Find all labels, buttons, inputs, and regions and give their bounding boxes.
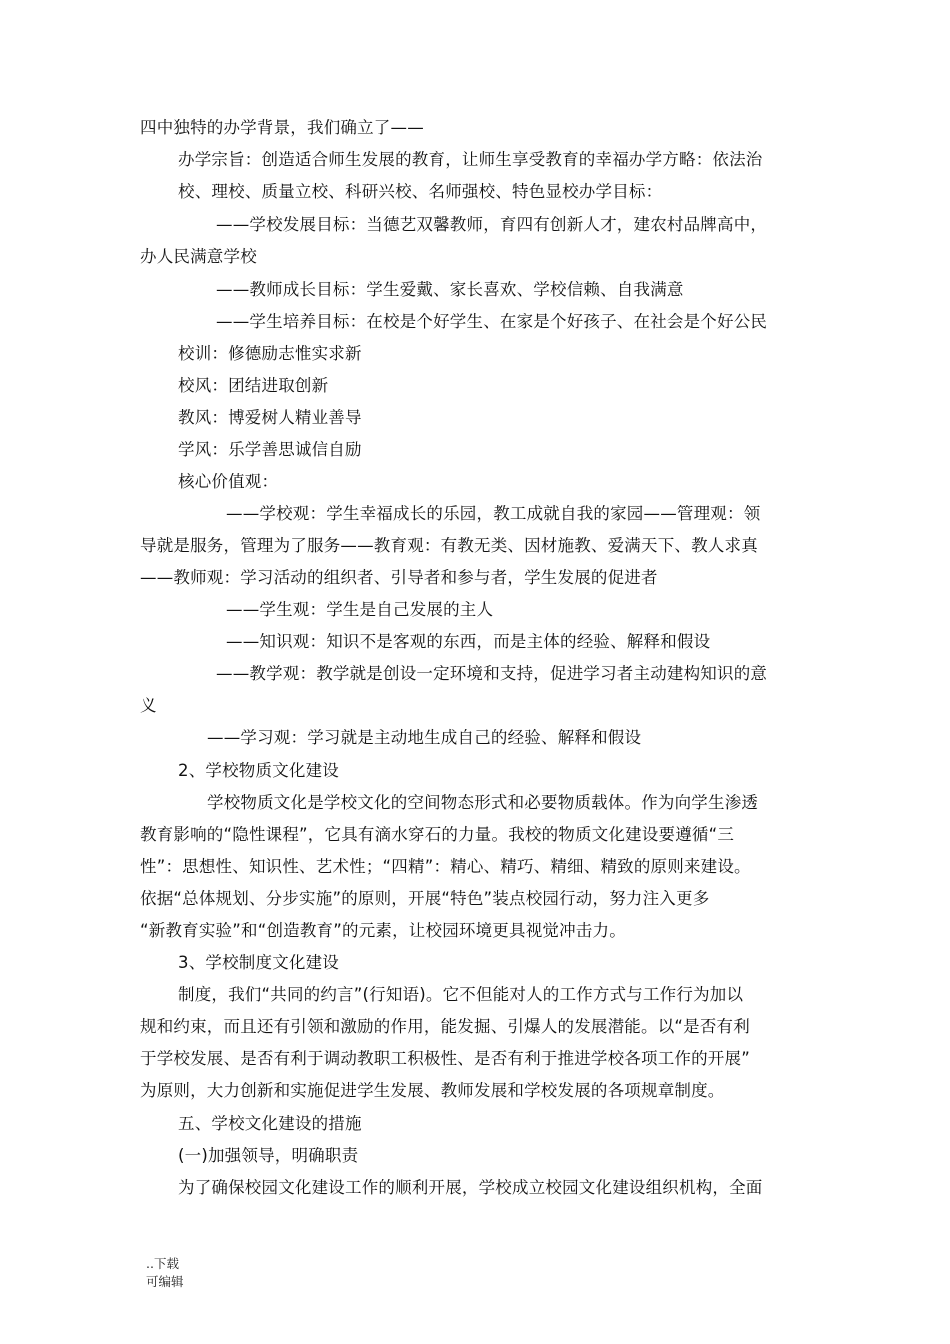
text-line: “新教育实验”和“创造教育”的元素，让校园环境更具视觉冲击力。 — [140, 921, 626, 940]
text-line: 四中独特的办学背景，我们确立了—— — [140, 118, 424, 137]
text-line: 制度，我们“共同的约言”(行知语)。它不但能对人的工作方式与工作行为加以 — [178, 985, 744, 1004]
text-line: 于学校发展、是否有利于调动教职工积极性、是否有利于推进学校各项工作的开展” — [140, 1049, 750, 1068]
text-line: 教风：博爱树人精业善导 — [178, 408, 362, 427]
text-line: ——学习观：学习就是主动地生成自己的经验、解释和假设 — [207, 728, 642, 747]
text-line: ——教师观：学习活动的组织者、引导者和参与者，学生发展的促进者 — [140, 568, 658, 587]
footer-download-note: ..下载 — [146, 1256, 179, 1271]
text-line: 学校物质文化是学校文化的空间物态形式和必要物质载体。作为向学生渗透 — [207, 793, 759, 812]
text-line: 办人民满意学校 — [140, 247, 257, 266]
text-line: ——教学观：教学就是创设一定环境和支持，促进学习者主动建构知识的意 — [216, 664, 768, 683]
text-line: 教育影响的“隐性课程”，它具有滴水穿石的力量。我校的物质文化建设要遵循“三 — [140, 825, 735, 844]
text-line: ——知识观：知识不是客观的东西，而是主体的经验、解释和假设 — [226, 632, 711, 651]
text-line: 导就是服务，管理为了服务——教育观：有教无类、因材施教、爱满天下、教人求真 — [140, 536, 758, 555]
text-line: 学风：乐学善思诚信自励 — [178, 440, 362, 459]
text-line: 核心价值观： — [178, 472, 279, 491]
text-line: 性”：思想性、知识性、艺术性；“四精”：精心、精巧、精细、精致的原则来建设。 — [140, 857, 751, 876]
text-line: ——学校观：学生幸福成长的乐园，教工成就自我的家园——管理观：领 — [226, 504, 761, 523]
section-heading: 2、学校物质文化建设 — [178, 761, 339, 780]
text-line: 规和约束，而且还有引领和激励的作用，能发掘、引爆人的发展潜能。以“是否有利 — [140, 1017, 750, 1036]
text-line: 义 — [140, 696, 157, 715]
section-heading: 3、学校制度文化建设 — [178, 953, 339, 972]
text-line: 依据“总体规划、分步实施”的原则，开展“特色”装点校园行动，努力注入更多 — [140, 889, 710, 908]
text-line: 校、理校、质量立校、科研兴校、名师强校、特色显校办学目标： — [178, 182, 663, 201]
text-line: ——教师成长目标：学生爱戴、家长喜欢、学校信赖、自我满意 — [216, 280, 684, 299]
text-line: 校训：修德励志惟实求新 — [178, 344, 362, 363]
footer-editable-note: 可编辑 — [146, 1274, 184, 1289]
text-line: ——学生观：学生是自己发展的主人 — [226, 600, 494, 619]
text-line: 办学宗旨：创造适合师生发展的教育，让师生享受教育的幸福办学方略：依法治 — [178, 150, 763, 169]
text-line: 为原则，大力创新和实施促进学生发展、教师发展和学校发展的各项规章制度。 — [140, 1081, 725, 1100]
text-line: ——学生培养目标：在校是个好学生、在家是个好孩子、在社会是个好公民 — [216, 312, 768, 331]
text-line: ——学校发展目标：当德艺双馨教师，育四有创新人才，建农村品牌高中， — [216, 215, 768, 234]
section-heading: 五、学校文化建设的措施 — [178, 1114, 362, 1133]
subsection-heading: (一)加强领导，明确职责 — [178, 1146, 359, 1165]
text-line: 校风：团结进取创新 — [178, 376, 329, 395]
text-line: 为了确保校园文化建设工作的顺利开展，学校成立校园文化建设组织机构，全面 — [178, 1178, 763, 1197]
